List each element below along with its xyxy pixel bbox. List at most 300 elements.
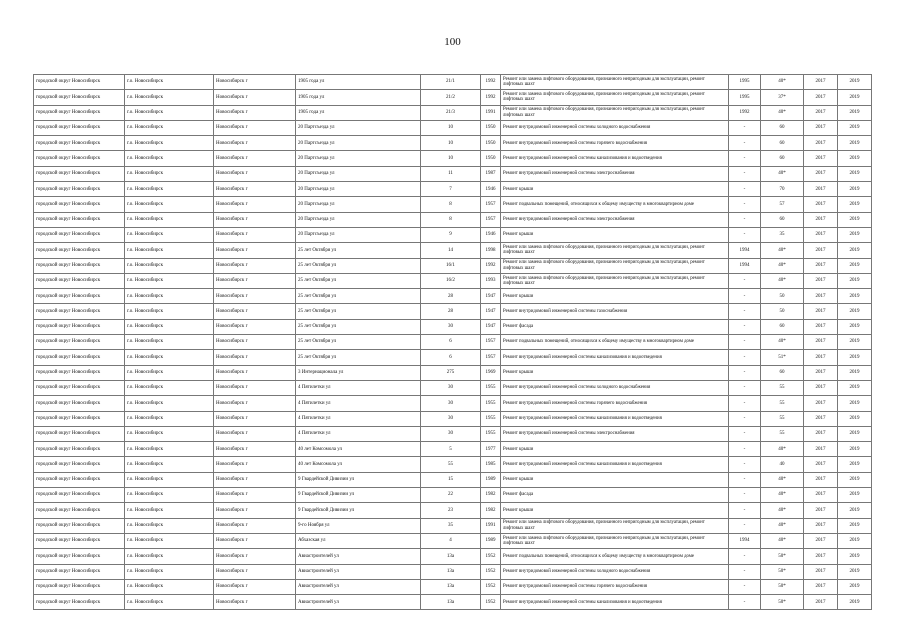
municipality-cell: городской округ Новосибирск bbox=[34, 243, 125, 258]
wear-cell: 40* bbox=[761, 503, 804, 518]
district-cell: г.о. Новосибирск bbox=[125, 151, 214, 166]
lift-year-cell: - bbox=[729, 488, 761, 503]
work-type-cell: Ремонт крыши bbox=[501, 365, 729, 380]
house-number-cell: 14 bbox=[421, 243, 481, 258]
district-cell: г.о. Новосибирск bbox=[125, 350, 214, 365]
wear-cell: 50* bbox=[761, 549, 804, 564]
work-type-cell: Ремонт подвальных помещений, относящихся к общему имуществу в многоквартирном доме bbox=[501, 197, 729, 212]
municipality-cell: городской округ Новосибирск bbox=[34, 289, 125, 304]
register-body bbox=[34, 75, 872, 610]
build-year-cell: 1947 bbox=[481, 289, 501, 304]
plan-start-cell: 2017 bbox=[804, 120, 838, 135]
plan-end-cell: 2019 bbox=[838, 227, 872, 242]
district-cell: г.о. Новосибирск bbox=[125, 411, 214, 426]
house-number-cell: 13а bbox=[421, 564, 481, 579]
table-row bbox=[34, 488, 872, 503]
plan-start-cell: 2017 bbox=[804, 411, 838, 426]
settlement-cell: Новосибирск г bbox=[214, 549, 296, 564]
district-cell: г.о. Новосибирск bbox=[125, 472, 214, 487]
lift-year-cell: 1995 bbox=[729, 75, 761, 90]
plan-end-cell: 2019 bbox=[838, 350, 872, 365]
house-number-cell: 10 bbox=[421, 120, 481, 135]
plan-start-cell: 2017 bbox=[804, 151, 838, 166]
plan-start-cell: 2017 bbox=[804, 533, 838, 548]
plan-start-cell: 2017 bbox=[804, 273, 838, 288]
build-year-cell: 1992 bbox=[481, 75, 501, 90]
plan-end-cell: 2019 bbox=[838, 564, 872, 579]
plan-end-cell: 2019 bbox=[838, 304, 872, 319]
wear-cell: 57 bbox=[761, 197, 804, 212]
work-type-cell: Ремонт внутридомовой инженерной системы канализования и водоотведения bbox=[501, 457, 729, 472]
municipality-cell: городской округ Новосибирск bbox=[34, 273, 125, 288]
table-row bbox=[34, 304, 872, 319]
work-type-cell: Ремонт фасада bbox=[501, 319, 729, 334]
house-number-cell: 30 bbox=[421, 380, 481, 395]
settlement-cell: Новосибирск г bbox=[214, 90, 296, 105]
municipality-cell: городской округ Новосибирск bbox=[34, 182, 125, 197]
street-cell: 9 Гвардейской Дивизии ул bbox=[296, 472, 421, 487]
build-year-cell: 1987 bbox=[481, 166, 501, 181]
plan-end-cell: 2019 bbox=[838, 411, 872, 426]
work-type-cell: Ремонт или замена лифтового оборудования, признанного непригодным для эксплуатации, ремонт лифтовых шахт bbox=[501, 518, 729, 533]
work-type-cell: Ремонт или замена лифтового оборудования, признанного непригодным для эксплуатации, ремонт лифтовых шахт bbox=[501, 273, 729, 288]
plan-end-cell: 2019 bbox=[838, 396, 872, 411]
plan-start-cell: 2017 bbox=[804, 380, 838, 395]
street-cell: 20 Партсъезда ул bbox=[296, 227, 421, 242]
work-type-cell: Ремонт крыши bbox=[501, 503, 729, 518]
municipality-cell: городской округ Новосибирск bbox=[34, 457, 125, 472]
settlement-cell: Новосибирск г bbox=[214, 258, 296, 273]
municipality-cell: городской округ Новосибирск bbox=[34, 365, 125, 380]
work-type-cell: Ремонт или замена лифтового оборудования, признанного непригодным для эксплуатации, ремонт лифтовых шахт bbox=[501, 258, 729, 273]
build-year-cell: 1957 bbox=[481, 197, 501, 212]
table-row bbox=[34, 595, 872, 610]
district-cell: г.о. Новосибирск bbox=[125, 380, 214, 395]
work-type-cell: Ремонт внутридомовой инженерной системы канализования и водоотведения bbox=[501, 595, 729, 610]
table-row bbox=[34, 166, 872, 181]
municipality-cell: городской округ Новосибирск bbox=[34, 488, 125, 503]
settlement-cell: Новосибирск г bbox=[214, 472, 296, 487]
build-year-cell: 1957 bbox=[481, 212, 501, 227]
table-row bbox=[34, 579, 872, 594]
district-cell: г.о. Новосибирск bbox=[125, 197, 214, 212]
build-year-cell: 1947 bbox=[481, 304, 501, 319]
municipality-cell: городской округ Новосибирск bbox=[34, 75, 125, 90]
lift-year-cell: - bbox=[729, 289, 761, 304]
wear-cell: 40* bbox=[761, 442, 804, 457]
table-row bbox=[34, 411, 872, 426]
work-type-cell: Ремонт внутридомовой инженерной системы холодного водоснабжения bbox=[501, 120, 729, 135]
house-number-cell: 28 bbox=[421, 304, 481, 319]
settlement-cell: Новосибирск г bbox=[214, 579, 296, 594]
district-cell: г.о. Новосибирск bbox=[125, 227, 214, 242]
wear-cell: 60 bbox=[761, 136, 804, 151]
plan-start-cell: 2017 bbox=[804, 227, 838, 242]
build-year-cell: 1998 bbox=[481, 243, 501, 258]
wear-cell: 60 bbox=[761, 120, 804, 135]
build-year-cell: 1991 bbox=[481, 105, 501, 120]
wear-cell: 40* bbox=[761, 488, 804, 503]
lift-year-cell: 1994 bbox=[729, 533, 761, 548]
work-type-cell: Ремонт или замена лифтового оборудования, признанного непригодным для эксплуатации, ремонт лифтовых шахт bbox=[501, 75, 729, 90]
house-number-cell: 10 bbox=[421, 136, 481, 151]
municipality-cell: городской округ Новосибирск bbox=[34, 319, 125, 334]
plan-start-cell: 2017 bbox=[804, 289, 838, 304]
build-year-cell: 1955 bbox=[481, 426, 501, 441]
street-cell: 20 Партсъезда ул bbox=[296, 212, 421, 227]
settlement-cell: Новосибирск г bbox=[214, 304, 296, 319]
district-cell: г.о. Новосибирск bbox=[125, 549, 214, 564]
district-cell: г.о. Новосибирск bbox=[125, 518, 214, 533]
district-cell: г.о. Новосибирск bbox=[125, 595, 214, 610]
wear-cell: 40* bbox=[761, 472, 804, 487]
table-row bbox=[34, 227, 872, 242]
lift-year-cell: - bbox=[729, 503, 761, 518]
municipality-cell: городской округ Новосибирск bbox=[34, 503, 125, 518]
lift-year-cell: - bbox=[729, 197, 761, 212]
street-cell: 20 Партсъезда ул bbox=[296, 120, 421, 135]
house-number-cell: 275 bbox=[421, 365, 481, 380]
district-cell: г.о. Новосибирск bbox=[125, 319, 214, 334]
street-cell: Авиастроителей ул bbox=[296, 595, 421, 610]
house-number-cell: 55 bbox=[421, 457, 481, 472]
lift-year-cell: - bbox=[729, 564, 761, 579]
house-number-cell: 21/2 bbox=[421, 90, 481, 105]
district-cell: г.о. Новосибирск bbox=[125, 136, 214, 151]
plan-start-cell: 2017 bbox=[804, 472, 838, 487]
wear-cell: 51* bbox=[761, 350, 804, 365]
plan-end-cell: 2019 bbox=[838, 75, 872, 90]
lift-year-cell: - bbox=[729, 273, 761, 288]
build-year-cell: 1957 bbox=[481, 350, 501, 365]
municipality-cell: городской округ Новосибирск bbox=[34, 549, 125, 564]
district-cell: г.о. Новосибирск bbox=[125, 273, 214, 288]
plan-start-cell: 2017 bbox=[804, 365, 838, 380]
plan-start-cell: 2017 bbox=[804, 136, 838, 151]
municipality-cell: городской округ Новосибирск bbox=[34, 120, 125, 135]
plan-start-cell: 2017 bbox=[804, 488, 838, 503]
build-year-cell: 1955 bbox=[481, 396, 501, 411]
lift-year-cell: - bbox=[729, 151, 761, 166]
house-number-cell: 21/3 bbox=[421, 105, 481, 120]
table-row bbox=[34, 151, 872, 166]
wear-cell: 40 bbox=[761, 457, 804, 472]
table-row bbox=[34, 289, 872, 304]
municipality-cell: городской округ Новосибирск bbox=[34, 166, 125, 181]
municipality-cell: городской округ Новосибирск bbox=[34, 197, 125, 212]
house-number-cell: 9 bbox=[421, 227, 481, 242]
municipality-cell: городской округ Новосибирск bbox=[34, 90, 125, 105]
plan-start-cell: 2017 bbox=[804, 90, 838, 105]
wear-cell: 50 bbox=[761, 289, 804, 304]
build-year-cell: 1985 bbox=[481, 457, 501, 472]
table-row bbox=[34, 518, 872, 533]
house-number-cell: 30 bbox=[421, 319, 481, 334]
municipality-cell: городской округ Новосибирск bbox=[34, 304, 125, 319]
municipality-cell: городской округ Новосибирск bbox=[34, 442, 125, 457]
lift-year-cell: 1995 bbox=[729, 90, 761, 105]
table-row bbox=[34, 365, 872, 380]
plan-end-cell: 2019 bbox=[838, 457, 872, 472]
plan-start-cell: 2017 bbox=[804, 182, 838, 197]
municipality-cell: городской округ Новосибирск bbox=[34, 212, 125, 227]
district-cell: г.о. Новосибирск bbox=[125, 243, 214, 258]
settlement-cell: Новосибирск г bbox=[214, 503, 296, 518]
municipality-cell: городской округ Новосибирск bbox=[34, 564, 125, 579]
wear-cell: 40* bbox=[761, 335, 804, 350]
wear-cell: 50* bbox=[761, 579, 804, 594]
plan-start-cell: 2017 bbox=[804, 75, 838, 90]
municipality-cell: городской округ Новосибирск bbox=[34, 396, 125, 411]
table-row bbox=[34, 319, 872, 334]
district-cell: г.о. Новосибирск bbox=[125, 533, 214, 548]
table-row bbox=[34, 380, 872, 395]
table-row bbox=[34, 120, 872, 135]
plan-end-cell: 2019 bbox=[838, 518, 872, 533]
street-cell: 25 лет Октября ул bbox=[296, 258, 421, 273]
plan-end-cell: 2019 bbox=[838, 212, 872, 227]
house-number-cell: 35 bbox=[421, 518, 481, 533]
plan-start-cell: 2017 bbox=[804, 197, 838, 212]
settlement-cell: Новосибирск г bbox=[214, 396, 296, 411]
house-number-cell: 8 bbox=[421, 212, 481, 227]
wear-cell: 40* bbox=[761, 105, 804, 120]
plan-start-cell: 2017 bbox=[804, 335, 838, 350]
lift-year-cell: - bbox=[729, 136, 761, 151]
street-cell: 25 лет Октября ул bbox=[296, 319, 421, 334]
build-year-cell: 1957 bbox=[481, 335, 501, 350]
build-year-cell: 1955 bbox=[481, 380, 501, 395]
house-number-cell: 16/2 bbox=[421, 273, 481, 288]
wear-cell: 40* bbox=[761, 533, 804, 548]
work-type-cell: Ремонт крыши bbox=[501, 182, 729, 197]
build-year-cell: 1946 bbox=[481, 227, 501, 242]
plan-start-cell: 2017 bbox=[804, 442, 838, 457]
lift-year-cell: - bbox=[729, 182, 761, 197]
municipality-cell: городской округ Новосибирск bbox=[34, 335, 125, 350]
work-type-cell: Ремонт внутридомовой инженерной системы электроснабжения bbox=[501, 166, 729, 181]
build-year-cell: 1977 bbox=[481, 442, 501, 457]
lift-year-cell: - bbox=[729, 166, 761, 181]
build-year-cell: 1952 bbox=[481, 595, 501, 610]
wear-cell: 40* bbox=[761, 273, 804, 288]
build-year-cell: 1982 bbox=[481, 503, 501, 518]
build-year-cell: 1992 bbox=[481, 258, 501, 273]
table-row bbox=[34, 564, 872, 579]
settlement-cell: Новосибирск г bbox=[214, 197, 296, 212]
house-number-cell: 5 bbox=[421, 442, 481, 457]
house-number-cell: 10 bbox=[421, 151, 481, 166]
district-cell: г.о. Новосибирск bbox=[125, 396, 214, 411]
build-year-cell: 1989 bbox=[481, 472, 501, 487]
district-cell: г.о. Новосибирск bbox=[125, 166, 214, 181]
settlement-cell: Новосибирск г bbox=[214, 212, 296, 227]
settlement-cell: Новосибирск г bbox=[214, 105, 296, 120]
plan-start-cell: 2017 bbox=[804, 319, 838, 334]
wear-cell: 40* bbox=[761, 258, 804, 273]
settlement-cell: Новосибирск г bbox=[214, 380, 296, 395]
plan-start-cell: 2017 bbox=[804, 166, 838, 181]
street-cell: 9 Гвардейской Дивизии ул bbox=[296, 488, 421, 503]
street-cell: 4 Пятилетки ул bbox=[296, 426, 421, 441]
street-cell: 25 лет Октября ул bbox=[296, 350, 421, 365]
wear-cell: 70 bbox=[761, 182, 804, 197]
settlement-cell: Новосибирск г bbox=[214, 166, 296, 181]
street-cell: 1905 года ул bbox=[296, 75, 421, 90]
wear-cell: 40* bbox=[761, 166, 804, 181]
work-type-cell: Ремонт внутридомовой инженерной системы канализования и водоотведения bbox=[501, 411, 729, 426]
work-type-cell: Ремонт крыши bbox=[501, 289, 729, 304]
settlement-cell: Новосибирск г bbox=[214, 120, 296, 135]
work-type-cell: Ремонт фасада bbox=[501, 488, 729, 503]
street-cell: 4 Пятилетки ул bbox=[296, 396, 421, 411]
wear-cell: 50 bbox=[761, 304, 804, 319]
wear-cell: 55 bbox=[761, 396, 804, 411]
plan-end-cell: 2019 bbox=[838, 503, 872, 518]
house-number-cell: 13а bbox=[421, 579, 481, 594]
municipality-cell: городской округ Новосибирск bbox=[34, 426, 125, 441]
build-year-cell: 1946 bbox=[481, 182, 501, 197]
plan-start-cell: 2017 bbox=[804, 549, 838, 564]
wear-cell: 55 bbox=[761, 426, 804, 441]
lift-year-cell: - bbox=[729, 518, 761, 533]
settlement-cell: Новосибирск г bbox=[214, 136, 296, 151]
build-year-cell: 1950 bbox=[481, 136, 501, 151]
district-cell: г.о. Новосибирск bbox=[125, 120, 214, 135]
district-cell: г.о. Новосибирск bbox=[125, 289, 214, 304]
street-cell: 4 Пятилетки ул bbox=[296, 411, 421, 426]
lift-year-cell: - bbox=[729, 319, 761, 334]
district-cell: г.о. Новосибирск bbox=[125, 488, 214, 503]
lift-year-cell: - bbox=[729, 227, 761, 242]
build-year-cell: 1952 bbox=[481, 579, 501, 594]
work-type-cell: Ремонт внутридомовой инженерной системы электроснабжения bbox=[501, 426, 729, 441]
lift-year-cell: 1994 bbox=[729, 258, 761, 273]
settlement-cell: Новосибирск г bbox=[214, 518, 296, 533]
work-type-cell: Ремонт или замена лифтового оборудования, признанного непригодным для эксплуатации, ремонт лифтовых шахт bbox=[501, 533, 729, 548]
street-cell: Авиастроителей ул bbox=[296, 564, 421, 579]
build-year-cell: 1982 bbox=[481, 488, 501, 503]
house-number-cell: 30 bbox=[421, 396, 481, 411]
district-cell: г.о. Новосибирск bbox=[125, 503, 214, 518]
lift-year-cell: - bbox=[729, 549, 761, 564]
plan-end-cell: 2019 bbox=[838, 533, 872, 548]
street-cell: 9 Гвардейской Дивизии ул bbox=[296, 503, 421, 518]
work-type-cell: Ремонт подвальных помещений, относящихся к общему имуществу в многоквартирном доме bbox=[501, 549, 729, 564]
plan-end-cell: 2019 bbox=[838, 120, 872, 135]
plan-start-cell: 2017 bbox=[804, 304, 838, 319]
work-type-cell: Ремонт внутридомовой инженерной системы холодного водоснабжения bbox=[501, 380, 729, 395]
municipality-cell: городской округ Новосибирск bbox=[34, 595, 125, 610]
work-type-cell: Ремонт крыши bbox=[501, 472, 729, 487]
plan-end-cell: 2019 bbox=[838, 273, 872, 288]
municipality-cell: городской округ Новосибирск bbox=[34, 518, 125, 533]
district-cell: г.о. Новосибирск bbox=[125, 457, 214, 472]
settlement-cell: Новосибирск г bbox=[214, 564, 296, 579]
work-type-cell: Ремонт подвальных помещений, относящихся к общему имуществу в многоквартирном доме bbox=[501, 335, 729, 350]
work-type-cell: Ремонт внутридомовой инженерной системы газоснабжения bbox=[501, 304, 729, 319]
lift-year-cell: - bbox=[729, 120, 761, 135]
settlement-cell: Новосибирск г bbox=[214, 457, 296, 472]
municipality-cell: городской округ Новосибирск bbox=[34, 380, 125, 395]
house-number-cell: 8 bbox=[421, 197, 481, 212]
district-cell: г.о. Новосибирск bbox=[125, 579, 214, 594]
plan-end-cell: 2019 bbox=[838, 136, 872, 151]
street-cell: 3 Интернационала ул bbox=[296, 365, 421, 380]
settlement-cell: Новосибирск г bbox=[214, 227, 296, 242]
street-cell: 25 лет Октября ул bbox=[296, 243, 421, 258]
work-type-cell: Ремонт или замена лифтового оборудования, признанного непригодным для эксплуатации, ремонт лифтовых шахт bbox=[501, 90, 729, 105]
plan-end-cell: 2019 bbox=[838, 549, 872, 564]
municipality-cell: городской округ Новосибирск bbox=[34, 411, 125, 426]
municipality-cell: городской округ Новосибирск bbox=[34, 472, 125, 487]
table-row bbox=[34, 197, 872, 212]
settlement-cell: Новосибирск г bbox=[214, 289, 296, 304]
plan-start-cell: 2017 bbox=[804, 426, 838, 441]
build-year-cell: 1991 bbox=[481, 518, 501, 533]
settlement-cell: Новосибирск г bbox=[214, 488, 296, 503]
plan-end-cell: 2019 bbox=[838, 442, 872, 457]
street-cell: 9-го Ноября ул bbox=[296, 518, 421, 533]
street-cell: 20 Партсъезда ул bbox=[296, 136, 421, 151]
district-cell: г.о. Новосибирск bbox=[125, 75, 214, 90]
wear-cell: 40* bbox=[761, 75, 804, 90]
wear-cell: 55 bbox=[761, 380, 804, 395]
plan-end-cell: 2019 bbox=[838, 90, 872, 105]
plan-end-cell: 2019 bbox=[838, 151, 872, 166]
house-number-cell: 28 bbox=[421, 289, 481, 304]
plan-start-cell: 2017 bbox=[804, 105, 838, 120]
lift-year-cell: - bbox=[729, 365, 761, 380]
lift-year-cell: - bbox=[729, 212, 761, 227]
house-number-cell: 16/1 bbox=[421, 258, 481, 273]
street-cell: 20 Партсъезда ул bbox=[296, 197, 421, 212]
table-row bbox=[34, 335, 872, 350]
plan-start-cell: 2017 bbox=[804, 258, 838, 273]
lift-year-cell: - bbox=[729, 380, 761, 395]
house-number-cell: 11 bbox=[421, 166, 481, 181]
street-cell: 40 лет Комсомола ул bbox=[296, 442, 421, 457]
work-type-cell: Ремонт или замена лифтового оборудования, признанного непригодным для эксплуатации, ремонт лифтовых шахт bbox=[501, 243, 729, 258]
work-type-cell: Ремонт внутридомовой инженерной системы горячего водоснабжения bbox=[501, 136, 729, 151]
plan-end-cell: 2019 bbox=[838, 105, 872, 120]
municipality-cell: городской округ Новосибирск bbox=[34, 579, 125, 594]
wear-cell: 40* bbox=[761, 518, 804, 533]
wear-cell: 50* bbox=[761, 564, 804, 579]
plan-end-cell: 2019 bbox=[838, 579, 872, 594]
table-row bbox=[34, 182, 872, 197]
lift-year-cell: - bbox=[729, 396, 761, 411]
build-year-cell: 1989 bbox=[481, 533, 501, 548]
plan-start-cell: 2017 bbox=[804, 396, 838, 411]
municipality-cell: городской округ Новосибирск bbox=[34, 151, 125, 166]
street-cell: 20 Партсъезда ул bbox=[296, 166, 421, 181]
lift-year-cell: 1992 bbox=[729, 105, 761, 120]
street-cell: 25 лет Октября ул bbox=[296, 304, 421, 319]
plan-end-cell: 2019 bbox=[838, 335, 872, 350]
house-number-cell: 30 bbox=[421, 411, 481, 426]
plan-start-cell: 2017 bbox=[804, 518, 838, 533]
plan-start-cell: 2017 bbox=[804, 457, 838, 472]
settlement-cell: Новосибирск г bbox=[214, 273, 296, 288]
repair-register-table bbox=[33, 74, 872, 610]
municipality-cell: городской округ Новосибирск bbox=[34, 533, 125, 548]
table-row bbox=[34, 442, 872, 457]
lift-year-cell: - bbox=[729, 442, 761, 457]
house-number-cell: 23 bbox=[421, 503, 481, 518]
work-type-cell: Ремонт внутридомовой инженерной системы горячего водоснабжения bbox=[501, 396, 729, 411]
municipality-cell: городской округ Новосибирск bbox=[34, 227, 125, 242]
